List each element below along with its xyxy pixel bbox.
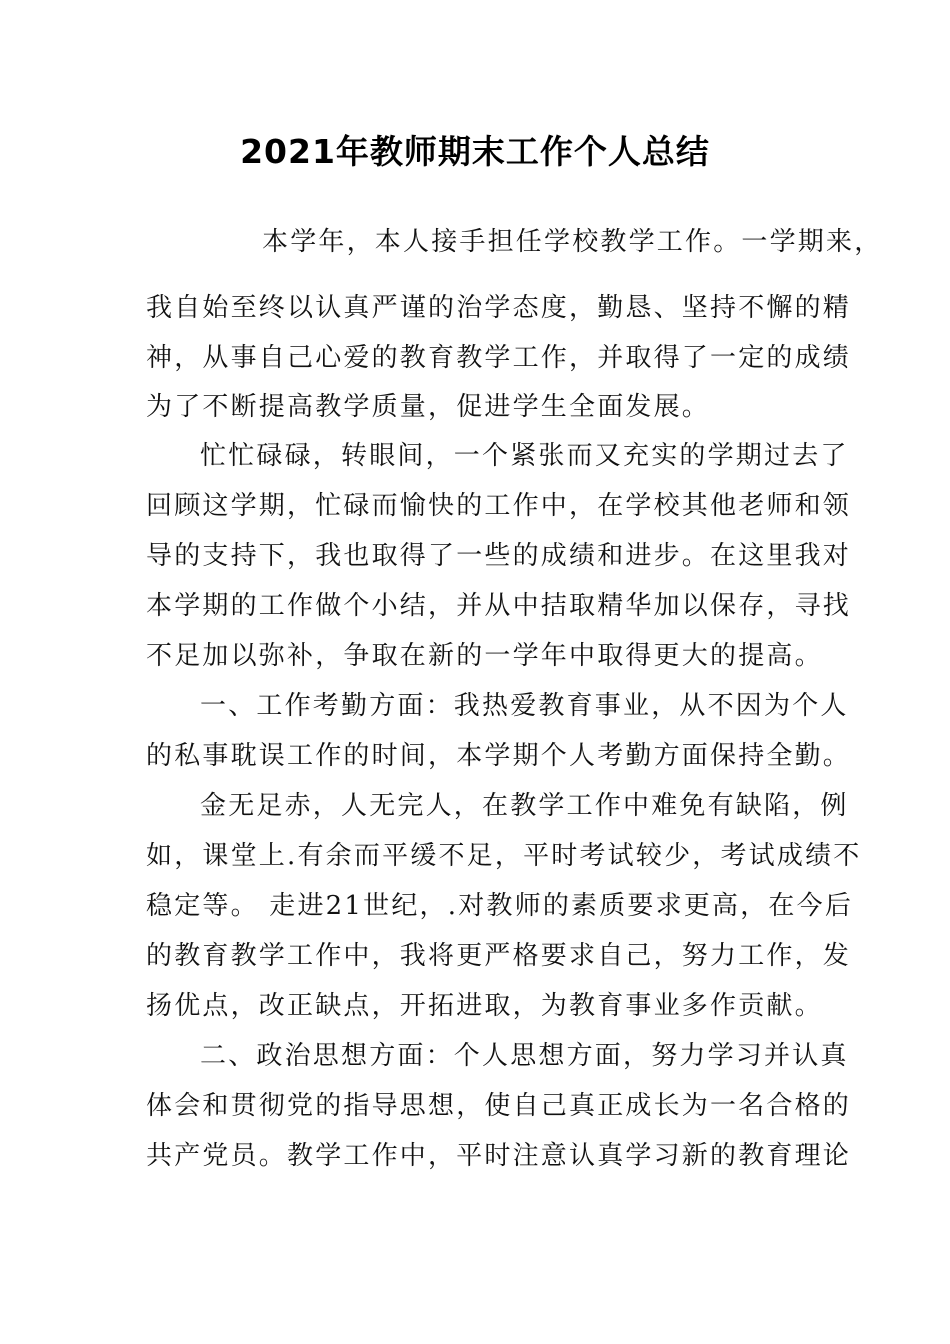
paragraph-line: 一、工作考勤方面：我热爱教育事业，从不因为个人 <box>200 691 849 721</box>
paragraph-line: 如，课堂上.有余而平缓不足，平时考试较少，考试成绩不 <box>146 841 862 871</box>
paragraph-line: 共产党员。教学工作中，平时注意认真学习新的教育理论 <box>146 1141 852 1171</box>
paragraph-line: 的教育教学工作中，我将更严格要求自己，努力工作，发 <box>146 941 852 971</box>
document-title: 2021年教师期末工作个人总结 <box>240 132 710 171</box>
paragraph-line: 忙忙碌碌，转眼间，一个紧张而又充实的学期过去了 <box>200 441 849 471</box>
paragraph-line: 为了不断提高教学质量，促进学生全面发展。 <box>146 392 711 422</box>
paragraph-line: 回顾这学期，忙碌而愉快的工作中，在学校其他老师和领 <box>146 491 852 521</box>
paragraph-line: 不足加以弥补，争取在新的一学年中取得更大的提高。 <box>146 641 823 671</box>
paragraph-line: 二、政治思想方面：个人思想方面，努力学习并认真 <box>200 1041 849 1071</box>
paragraph-line: 体会和贯彻党的指导思想，使自己真正成长为一名合格的 <box>146 1091 852 1121</box>
paragraph-line: 稳定等。 走进21世纪，.对教师的素质要求更高，在今后 <box>146 891 854 921</box>
paragraph-line: 金无足赤，人无完人，在教学工作中难免有缺陷，例 <box>200 791 849 821</box>
paragraph-line: 扬优点，改正缺点，开拓进取，为教育事业多作贡献。 <box>146 991 823 1021</box>
paragraph-line: 本学年，本人接手担任学校教学工作。一学期来， <box>262 227 883 257</box>
paragraph-line: 的私事耽误工作的时间，本学期个人考勤方面保持全勤。 <box>146 741 852 771</box>
paragraph-line: 我自始至终以认真严谨的治学态度，勤恳、坚持不懈的精 <box>146 293 852 323</box>
paragraph-line: 神，从事自己心爱的教育教学工作，并取得了一定的成绩 <box>146 343 852 373</box>
paragraph-line: 本学期的工作做个小结，并从中拮取精华加以保存，寻找 <box>146 591 852 621</box>
paragraph-line: 导的支持下，我也取得了一些的成绩和进步。在这里我对 <box>146 541 852 571</box>
